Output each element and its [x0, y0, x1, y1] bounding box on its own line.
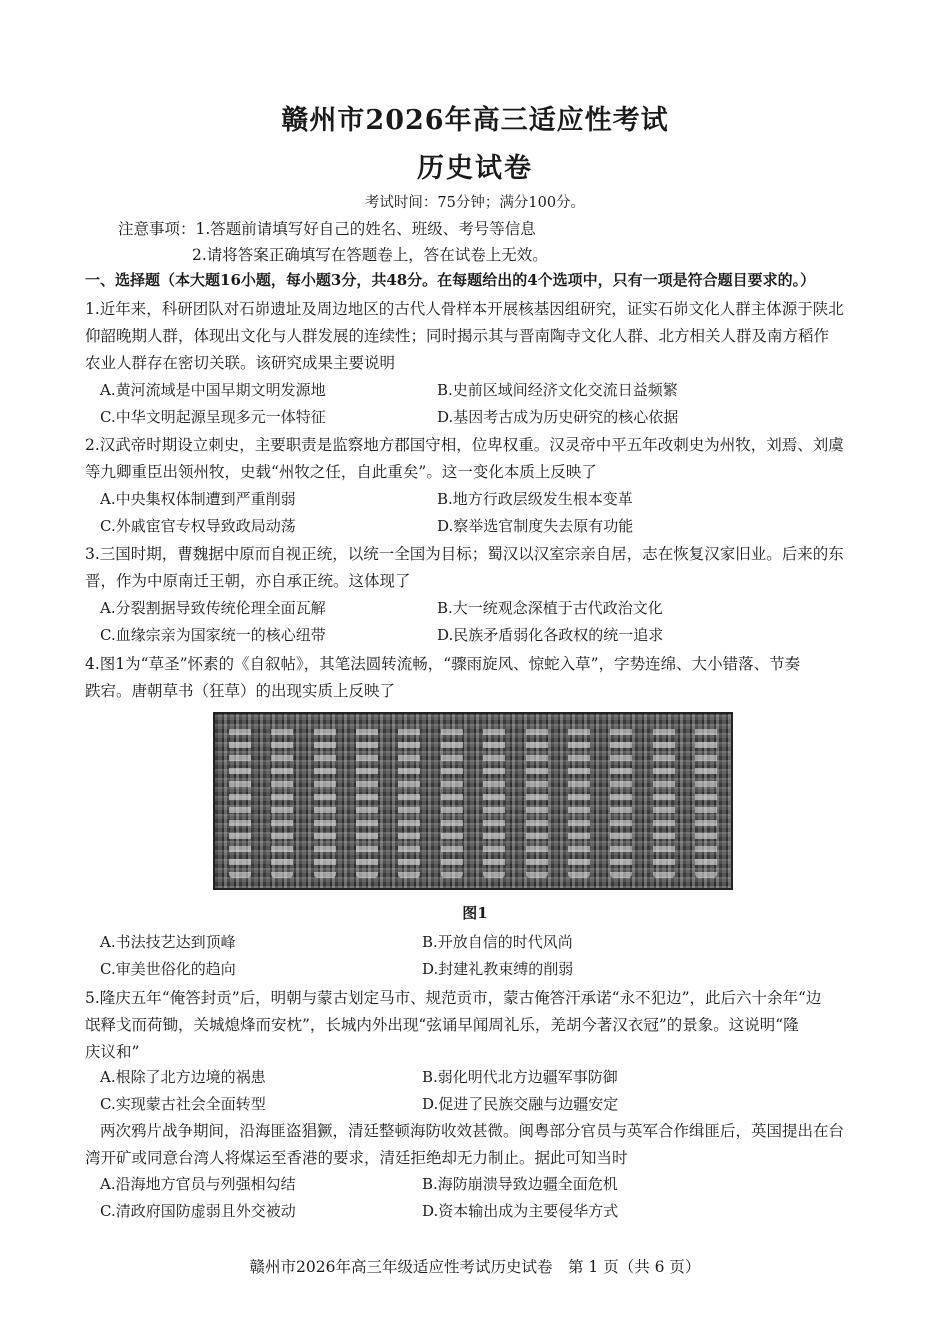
exam-info: 考试时间：75分钟；满分100分。 [364, 195, 586, 211]
q2-stem-line-1: 2.汉武帝时期设立刺史，主要职责是监察地方郡国守相，位卑权重。汉灵帝中平五年改刺史为州牧，刘焉、刘虞 [85, 436, 844, 454]
q4-option-a: A.书法技艺达到顶峰 [100, 933, 236, 951]
q3-option-b: B.大一统观念深植于古代政治文化 [437, 599, 663, 617]
q6-option-b: B.海防崩溃导致边疆全面危机 [422, 1175, 618, 1193]
q4-option-c: C.审美世俗化的趋向 [100, 960, 236, 978]
q6-stem-line-2: 湾开矿或同意台湾人将煤运至香港的要求，清廷拒绝却无力制止。据此可知当时 [85, 1149, 628, 1167]
q5-option-a: A.根除了北方边境的祸患 [100, 1068, 266, 1086]
q1-option-a: A.黄河流域是中国早期文明发源地 [100, 381, 326, 399]
q6-option-c: C.清政府国防虚弱且外交被动 [100, 1202, 296, 1220]
figure-caption: 图1 [462, 904, 488, 922]
q4-option-b: B.开放自信的时代风尚 [422, 933, 573, 951]
q1-stem-line-1: 1.近年来，科研团队对石峁遗址及周边地区的古代人骨样本开展核基因组研究，证实石峁文化人群主体源于陕北 [85, 300, 844, 318]
q1-option-b: B.史前区域间经济文化交流日益频繁 [437, 381, 678, 399]
q3-option-c: C.血缘宗亲为国家统一的核心纽带 [100, 626, 326, 644]
section-heading: 一、选择题（本大题16小题，每小题3分，共48分。在每题给出的4个选项中，只有一项是符合题目要求的。） [85, 271, 816, 289]
q2-option-b: B.地方行政层级发生根本变革 [437, 490, 633, 508]
q5-option-b: B.弱化明代北方边疆军事防御 [422, 1068, 618, 1086]
notice-line-1: 注意事项：1.答题前请填写好自己的姓名、班级、考号等信息 [118, 220, 536, 238]
q5-stem-line-2: 氓释戈而荷锄，关城熄烽而安枕”，长城内外出现“弦诵早闻周礼乐，羌胡今著汉衣冠”的景象。这说明“隆 [85, 1016, 799, 1034]
q3-option-d: D.民族矛盾弱化各政权的统一追求 [437, 626, 664, 644]
q5-stem-line-3: 庆议和” [85, 1043, 140, 1061]
exam-subject: 历史试卷 [417, 153, 533, 184]
notice-line-2: 2.请将答案正确填写在答题卷上，答在试卷上无效。 [192, 246, 548, 264]
q6-option-a: A.沿海地方官员与列强相勾结 [100, 1175, 296, 1193]
page-footer: 赣州市2026年高三年级适应性考试历史试卷 第 1 页（共 6 页） [249, 1258, 701, 1276]
q5-stem-line-1: 5.隆庆五年“俺答封贡”后，明朝与蒙古划定马市、规范贡市，蒙古俺答汗承诺“永不犯边”，此后六十余年“边 [85, 989, 822, 1007]
q6-stem-line-1: 两次鸦片战争期间，沿海匪盗猖獗，清廷整顿海防收效甚微。闽粤部分官员与英军合作缉匪后，英国提出在台 [100, 1122, 845, 1140]
q2-option-c: C.外戚宦官专权导致政局动荡 [100, 517, 296, 535]
q5-option-d: D.促进了民族交融与边疆安定 [422, 1095, 619, 1113]
q5-option-c: C.实现蒙古社会全面转型 [100, 1095, 266, 1113]
q6-option-d: D.资本输出成为主要侵华方式 [422, 1202, 619, 1220]
q2-stem-line-2: 等九卿重臣出领州牧，史载“州牧之任，自此重矣”。这一变化本质上反映了 [85, 463, 597, 481]
calligraphy-figure-image [213, 712, 733, 890]
q2-option-d: D.察举选官制度失去原有功能 [437, 517, 634, 535]
q1-stem-line-2: 仰韶晚期人群，体现出文化与人群发展的连续性；同时揭示其与晋南陶寺文化人群、北方相关人群及南方稻作 [85, 327, 830, 345]
q1-option-d: D.基因考古成为历史研究的核心依据 [437, 408, 679, 426]
q2-option-a: A.中央集权体制遭到严重削弱 [100, 490, 296, 508]
q3-stem-line-2: 晋，作为中原南迁王朝，亦自承正统。这体现了 [85, 572, 411, 590]
q3-option-a: A.分裂割据导致传统伦理全面瓦解 [100, 599, 326, 617]
q4-stem-line-1: 4.图1为“草圣”怀素的《自叙帖》，其笔法圆转流畅，“骤雨旋风、惊蛇入草”，字势连绵、大小错落、节奏 [85, 655, 801, 673]
q3-stem-line-1: 3.三国时期，曹魏据中原而自视正统，以统一全国为目标；蜀汉以汉室宗亲自居，志在恢复汉家旧业。后来的东 [85, 545, 844, 563]
q4-stem-line-2: 跌宕。唐朝草书（狂草）的出现实质上反映了 [85, 682, 396, 700]
q1-stem-line-3: 农业人群存在密切关联。该研究成果主要说明 [85, 354, 396, 372]
q1-option-c: C.中华文明起源呈现多元一体特征 [100, 408, 326, 426]
q4-option-d: D.封建礼教束缚的削弱 [422, 960, 574, 978]
exam-title: 赣州市2026年高三适应性考试 [281, 105, 669, 136]
